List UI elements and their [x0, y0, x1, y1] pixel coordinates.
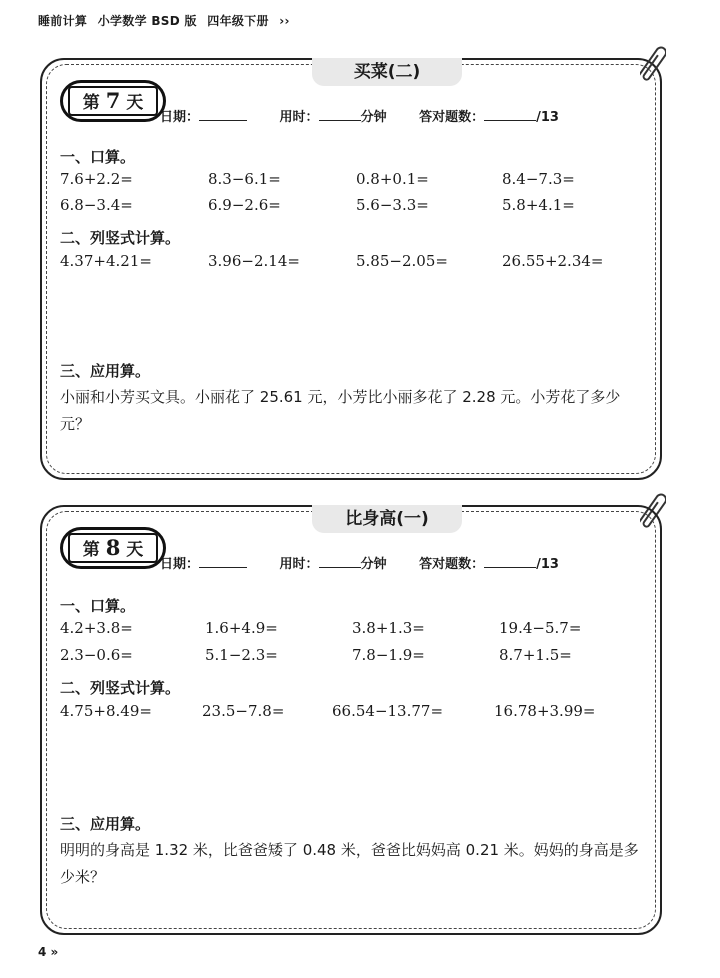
date-label: 日期：: [160, 110, 200, 125]
badge-prefix: 第: [82, 540, 100, 560]
date-label: 日期：: [160, 557, 200, 572]
vertical-problem: 16.78+3.99=: [494, 702, 596, 720]
book-title: 睡前计算: [38, 14, 88, 28]
vertical-problem: 4.37+4.21=: [60, 252, 152, 270]
oral-problem: 5.1−2.3=: [205, 646, 278, 664]
book-subject: 小学数学 BSD 版: [97, 14, 197, 28]
oral-problem: 8.3−6.1=: [208, 170, 281, 188]
time-unit: 分钟: [360, 110, 387, 125]
day-7-card: [40, 58, 662, 480]
section-oral: 一、口算。: [60, 148, 136, 166]
vertical-problem: 23.5−7.8=: [202, 702, 285, 720]
badge-suffix: 天: [126, 540, 144, 560]
oral-problem: 0.8+0.1=: [356, 170, 429, 188]
oral-problem: 7.8−1.9=: [352, 646, 425, 664]
section-vertical: 二、列竖式计算。: [60, 679, 181, 697]
word-problem: 明明的身高是 1.32 米，比爸爸矮了 0.48 米，爸爸比妈妈高 0.21 米。妈妈的身高是多少米？: [60, 841, 639, 886]
score-label: 答对题数：: [419, 110, 485, 125]
oral-problem: 4.2+3.8=: [60, 619, 133, 637]
oral-problem: 19.4−5.7=: [499, 619, 582, 637]
oral-problem: 8.7+1.5=: [499, 646, 572, 664]
section-vertical: 二、列竖式计算。: [60, 229, 181, 247]
book-grade: 四年级下册: [207, 14, 269, 28]
word-problem: 小丽和小芳买文具。小丽花了 25.61 元，小芳比小丽多花了 2.28 元。小芳花了多少元？: [60, 388, 621, 433]
page-footer: [38, 945, 58, 959]
day-badge: [60, 80, 166, 122]
vertical-problem: 5.85−2.05=: [356, 252, 448, 270]
oral-problem: 1.6+4.9=: [205, 619, 278, 637]
page-number: 4: [38, 945, 47, 959]
info-line: [160, 106, 587, 125]
oral-problem: 7.6+2.2=: [60, 170, 133, 188]
date-blank[interactable]: [199, 107, 247, 121]
badge-prefix: 第: [82, 93, 100, 113]
oral-problem: 5.6−3.3=: [356, 196, 429, 214]
vertical-problem: 26.55+2.34=: [502, 252, 604, 270]
day-8-card: [40, 505, 662, 935]
section-word: 三、应用算。: [60, 362, 151, 380]
vertical-problem: 4.75+8.49=: [60, 702, 152, 720]
time-label: 用时：: [279, 557, 319, 572]
score-blank[interactable]: [484, 107, 536, 121]
lesson-title: 比身高(一): [312, 505, 462, 533]
oral-problem: 6.8−3.4=: [60, 196, 133, 214]
date-blank[interactable]: [199, 554, 247, 568]
oral-problem: 3.8+1.3=: [352, 619, 425, 637]
time-unit: 分钟: [360, 557, 387, 572]
oral-problem: 8.4−7.3=: [502, 170, 575, 188]
oral-problem: 2.3−0.6=: [60, 646, 133, 664]
oral-problem: 5.8+4.1=: [502, 196, 575, 214]
footer-arrow: »: [50, 945, 59, 959]
score-total: /13: [536, 110, 559, 125]
time-blank[interactable]: [319, 107, 361, 121]
score-label: 答对题数：: [419, 557, 485, 572]
page-header: [38, 12, 296, 32]
vertical-problem: 3.96−2.14=: [208, 252, 300, 270]
time-label: 用时：: [279, 110, 319, 125]
oral-problem: 6.9−2.6=: [208, 196, 281, 214]
badge-suffix: 天: [126, 93, 144, 113]
score-total: /13: [536, 557, 559, 572]
paperclip-icon: [640, 38, 666, 90]
vertical-problem: 66.54−13.77=: [332, 702, 444, 720]
lesson-title: 买菜(二): [312, 58, 462, 86]
badge-number: 8: [105, 535, 121, 560]
section-word: 三、应用算。: [60, 815, 151, 833]
info-line: [160, 553, 587, 572]
header-arrow: ››: [279, 14, 290, 28]
time-blank[interactable]: [319, 554, 361, 568]
day-badge: [60, 527, 166, 569]
score-blank[interactable]: [484, 554, 536, 568]
section-oral: 一、口算。: [60, 597, 136, 615]
badge-number: 7: [105, 88, 121, 113]
